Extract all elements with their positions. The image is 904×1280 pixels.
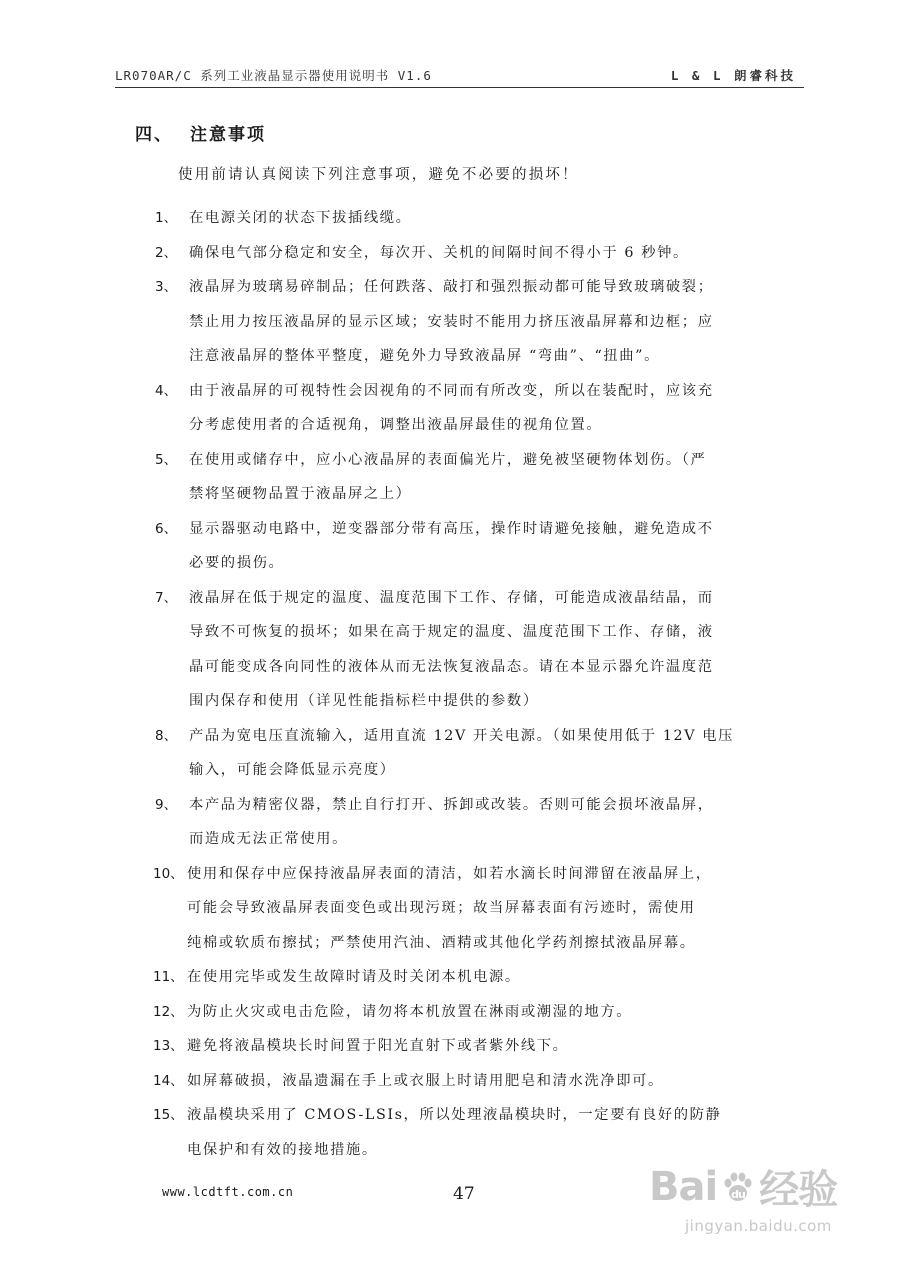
list-item-text: 在使用或储存中，应小心液晶屏的表面偏光片，避免被坚硬物体划伤。（严 <box>189 451 707 468</box>
list-item-text: 使用和保存中应保持液晶屏表面的清洁，如若水滴长时间滞留在液晶屏上， <box>187 865 712 882</box>
list-item-text: 液晶屏在低于规定的温度、温度范围下工作、存储，可能造成液晶结晶，而 <box>189 589 714 606</box>
list-item-number: 15、 <box>153 1107 184 1123</box>
list-item <box>155 960 815 995</box>
list-item <box>155 788 815 857</box>
list-item-number: 12、 <box>153 1003 184 1020</box>
list-item-text: 在使用完毕或发生故障时请及时关闭本机电源。 <box>187 969 521 985</box>
header-company-name: L & L 朗睿科技 <box>670 68 796 83</box>
notice-list <box>155 201 815 1167</box>
list-item-text: 本产品为精密仪器，禁止自行打开、拆卸或改装。否则可能会损坏液晶屏， <box>189 796 714 813</box>
list-item-text: 输入，可能会降低显示亮度） <box>189 762 396 778</box>
list-item-text: 液晶屏为玻璃易碎制品；任何跌落、敲打和强烈振动都可能导致玻璃破裂； <box>189 279 714 295</box>
svg-text:du: du <box>731 1187 746 1201</box>
list-item-text: 确保电气部分稳定和安全，每次开、关机的间隔时间不得小于 6 秒钟。 <box>189 244 689 261</box>
header-divider <box>115 87 804 88</box>
baidu-watermark <box>649 1158 849 1248</box>
header-document-title: LR070AR/C 系列工业液晶显示器使用说明书 V1.6 <box>115 68 432 83</box>
paw-icon <box>721 1170 755 1204</box>
list-item-text: 产品为宽电压直流输入，适用直流 12V 开关电源。（如果使用低于 12V 电压 <box>189 727 735 744</box>
section-title: 注意事项 <box>190 125 266 145</box>
list-item-number: 14、 <box>153 1072 184 1089</box>
watermark-url: jingyan.baidu.com <box>685 1217 832 1235</box>
list-item <box>155 374 815 443</box>
intro-paragraph: 使用前请认真阅读下列注意事项，避免不必要的损坏！ <box>178 167 579 183</box>
list-item-text: 由于液晶屏的可视特性会因视角的不同而有所改变，所以在装配时，应该充 <box>189 382 714 399</box>
list-item <box>155 1029 815 1064</box>
list-item-number: 6、 <box>155 520 178 537</box>
list-item-number: 2、 <box>155 244 178 261</box>
list-item-text: 晶可能变成各向同性的液体从而无法恢复液晶态。请在本显示器允许温度范 <box>189 658 714 675</box>
watermark-logo-suffix: 经验 <box>759 1167 838 1213</box>
list-item <box>155 512 815 581</box>
list-item <box>155 443 815 512</box>
list-item-text: 在电源关闭的状态下拔插线缆。 <box>189 210 412 226</box>
list-item-text: 为防止火灾或电击危险，请勿将本机放置在淋雨或潮湿的地方。 <box>187 1003 633 1020</box>
list-item <box>155 857 815 961</box>
section-heading <box>135 120 266 145</box>
list-item-text: 而造成无法正常使用。 <box>189 831 348 847</box>
list-item-text: 围内保存和使用（详见性能指标栏中提供的参数） <box>189 693 539 709</box>
list-item-number: 13、 <box>153 1038 184 1054</box>
list-item-number: 11、 <box>153 969 184 985</box>
list-item <box>155 201 815 236</box>
list-item-text: 液晶模块采用了 CMOS-LSIs，所以处理液晶模块时，一定要有良好的防静 <box>187 1107 722 1123</box>
list-item-text: 显示器驱动电路中，逆变器部分带有高压，操作时请避免接触，避免造成不 <box>189 520 714 537</box>
list-item-number: 9、 <box>155 796 178 813</box>
list-item-text: 如屏幕破损，液晶遗漏在手上或衣服上时请用肥皂和清水洗净即可。 <box>187 1072 664 1089</box>
list-item-text: 禁将坚硬物品置于液晶屏之上） <box>189 486 412 502</box>
list-item <box>155 581 815 719</box>
list-item-text: 纯棉或软质布擦拭；严禁使用汽油、酒精或其他化学药剂擦拭液晶屏幕。 <box>187 934 696 951</box>
list-item-number: 5、 <box>155 451 178 468</box>
list-item-number: 1、 <box>155 210 178 226</box>
list-item <box>155 995 815 1030</box>
list-item-text: 导致不可恢复的损坏；如果在高于规定的温度、温度范围下工作、存储，液 <box>189 624 714 640</box>
page-header <box>115 64 796 86</box>
list-item-text: 注意液晶屏的整体平整度，避免外力导致液晶屏 “弯曲”、“扭曲”。 <box>189 348 660 364</box>
list-item-text: 分考虑使用者的合适视角，调整出液晶屏最佳的视角位置。 <box>189 417 603 433</box>
list-item-number: 3、 <box>155 279 178 295</box>
list-item <box>155 236 815 271</box>
section-number: 四、 <box>135 125 173 145</box>
list-item-text: 电保护和有效的接地措施。 <box>187 1141 378 1158</box>
list-item <box>155 719 815 788</box>
list-item-number: 4、 <box>155 382 178 399</box>
list-item <box>155 1098 815 1167</box>
list-item-text: 禁止用力按压液晶屏的显示区域；安装时不能用力挤压液晶屏幕和边框；应 <box>189 313 714 330</box>
list-item-number: 7、 <box>155 589 178 606</box>
list-item <box>155 1064 815 1099</box>
watermark-logo-text: Bai <box>649 1163 718 1210</box>
footer-website: www.lcdtft.com.cn <box>162 1185 294 1199</box>
list-item-text: 可能会导致液晶屏表面变色或出现污斑；故当屏幕表面有污迹时，需使用 <box>187 900 696 916</box>
list-item-text: 必要的损伤。 <box>189 555 285 571</box>
list-item-text: 避免将液晶模块长时间置于阳光直射下或者紫外线下。 <box>187 1038 569 1054</box>
list-item-number: 10、 <box>153 865 184 882</box>
page-number: 47 <box>453 1184 475 1204</box>
list-item-number: 8、 <box>155 727 178 744</box>
list-item <box>155 270 815 374</box>
